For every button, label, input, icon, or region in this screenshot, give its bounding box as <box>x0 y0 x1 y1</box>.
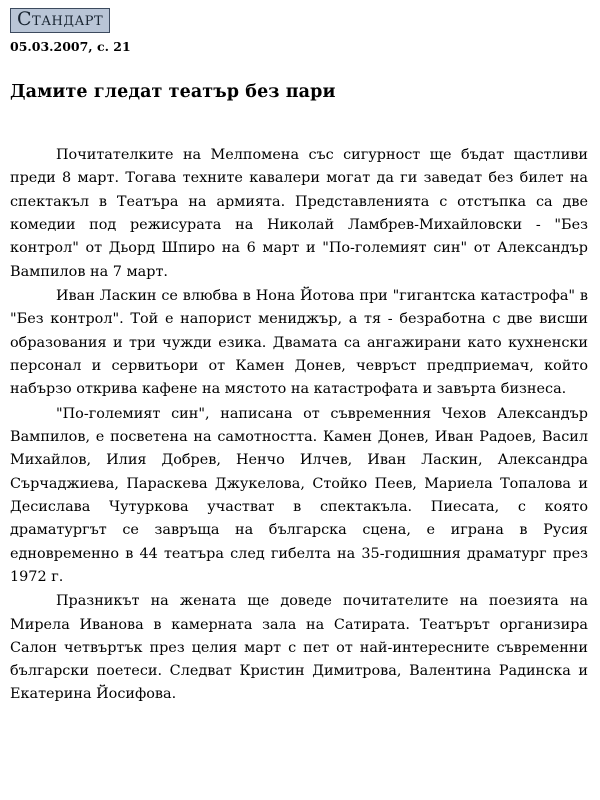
masthead-logo <box>10 8 110 33</box>
article-body <box>10 144 588 707</box>
issue-date-page: 05.03.2007, с. 21 <box>10 38 131 54</box>
masthead-title: Стандарт <box>17 8 104 30</box>
page-title: Дамите гледат театър без пари <box>10 81 336 102</box>
article-paragraph: Почитателките на Мелпомена със сигурност ще бъдат щастливи преди 8 март. Тогава техните кавалери могат да ги заведат без билет на спектакъл в Театъра на армията. Представленията с отстъпка са две комедии под режисурата на Николай Ламбрев-Михайловски - "Без контрол" от Дьорд Шпиро на 6 март и "По-големият син" от Александър Вампилов на 7 март. <box>10 146 588 280</box>
article-paragraph: Празникът на жената ще доведе почитателите на поезията на Мирела Иванова в камерната зала на Сатирата. Театърът организира Салон четвъртък през целия март с пет от най-интересните съвременни български поетеси. Следват Кристин Димитрова, Валентина Радинска и Екатерина Йосифова. <box>10 593 588 703</box>
article-paragraph: Иван Ласкин се влюбва в Нона Йотова при "гигантска катастрофа" в "Без контрол". Той е напорист мениджър, а тя - безработна с две висши образования и три чужди езика. Двамата са ангажирани като кухненски персонал и сервитьори от Камен Донев, чевръст предприемач, който набързо открива кафене на мястото на катастрофата и завърта бизнеса. <box>10 287 588 398</box>
article-paragraph: "По-големият син", написана от съвременния Чехов Александър Вампилов, е посветена на самотността. Камен Донев, Иван Радоев, Васил Михайлов, Илия Добрев, Ненчо Илчев, Иван Ласкин, Александра Сърчаджиева, Параскева Джукелова, Стойко Пеев, Мариела Топалова и Десислава Чутуркова участват в спектакъла. Пиесата, с която драматургът се завръща на българска сцена, е играна в Русия едновременно в 44 театъра след гибелта на 35-годишния драматург през 1972 г. <box>10 405 588 585</box>
